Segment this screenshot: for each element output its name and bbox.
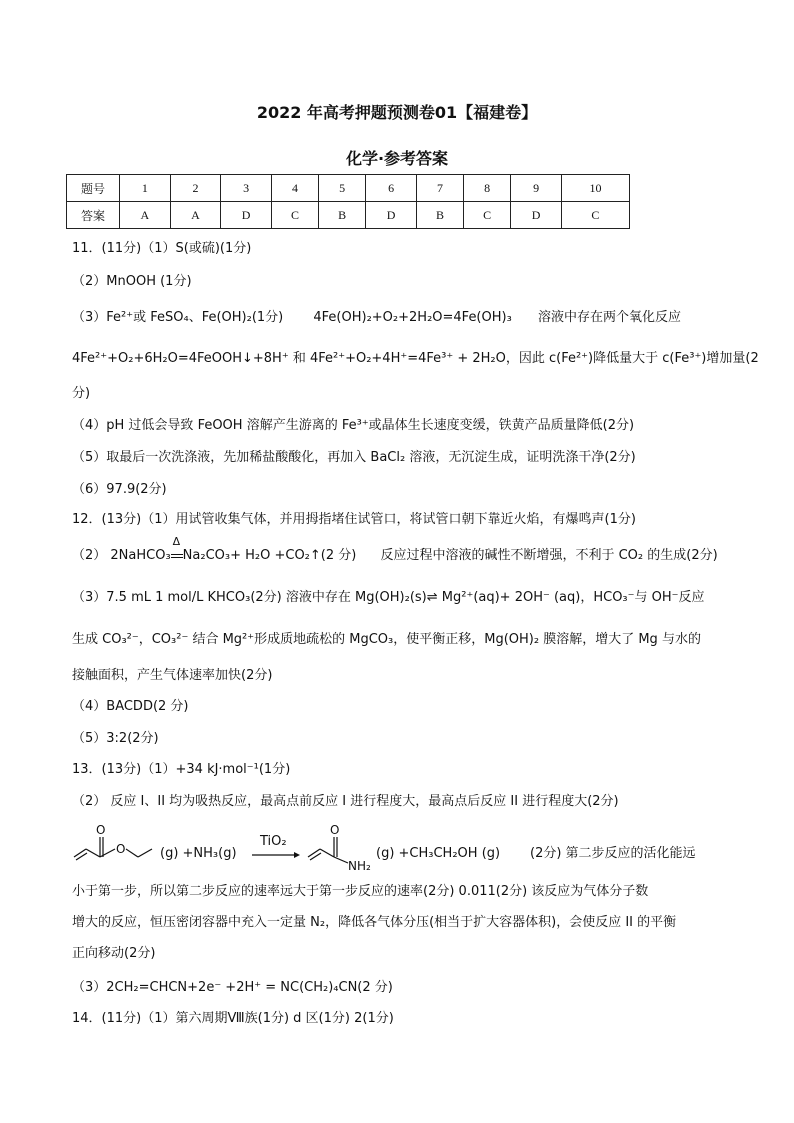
table-cell: C [561, 202, 629, 229]
table-cell: C [464, 202, 511, 229]
equation-text: (g) +NH₃(g) [160, 846, 237, 861]
table-cell: 5 [319, 175, 366, 202]
answer-line [72, 306, 681, 325]
answer-line: 13．(13分)（1）+34 kJ·mol⁻¹(1分) [72, 762, 291, 777]
arrow-head [294, 852, 300, 858]
equation-text: （2） 2NaHCO₃ [72, 548, 171, 563]
answer-line: （5）3:2(2分) [72, 731, 159, 746]
answer-line: 14．(11分)（1）第六周期Ⅷ族(1分) d 区(1分) 2(1分) [72, 1011, 394, 1026]
table-cell: 7 [416, 175, 463, 202]
answer-line: 正向移动(2分) [72, 946, 156, 961]
table-cell: D [366, 202, 417, 229]
answer-line: 生成 CO₃²⁻，CO₃²⁻ 结合 Mg²⁺形成质地疏松的 MgCO₃，使平衡正移，Mg(OH)₂ 膜溶解，增大了 Mg 与水的 [72, 632, 701, 647]
answer-line: （4）pH 过低会导致 FeOOH 溶解产生游离的 Fe³⁺或晶体生长速度变缓，铁黄产品质量降低(2分) [72, 418, 635, 433]
equals-sign [171, 554, 183, 558]
reaction-equation [72, 823, 722, 873]
acrylamide-structure [308, 837, 348, 863]
answer-line: （3）7.5 mL 1 mol/L KHCO₃(2分) 溶液中存在 Mg(OH)₂(s)⇌ Mg²⁺(aq)+ 2OH⁻ (aq)，HCO₃⁻与 OH⁻反应 [72, 590, 705, 605]
answer-line: 接触面积，产生气体速率加快(2分) [72, 668, 273, 683]
page-subtitle: 化学·参考答案 [345, 149, 449, 168]
svg-text:O: O [96, 823, 106, 837]
catalyst-label: TiO₂ [260, 834, 287, 849]
answer-table [66, 174, 630, 229]
answer-line: （4）BACDD(2 分) [72, 699, 189, 714]
table-row-answers [67, 202, 630, 229]
svg-text:O: O [330, 823, 340, 837]
table-cell: 6 [366, 175, 417, 202]
equation-text: Na₂CO₃+ H₂O +CO₂↑(2 分) [182, 548, 357, 563]
table-cell: D [221, 202, 272, 229]
amine-group-label: NH₂ [348, 859, 371, 873]
answer-text: (2分) 第二步反应的活化能远 [530, 846, 696, 861]
answer-line: 小于第一步，所以第二步反应的速率远大于第一步反应的速率(2分) 0.011(2分) 该反应为气体分子数 [72, 884, 649, 899]
equation-text: 4Fe(OH)₂+O₂+2H₂O=4Fe(OH)₃ [313, 310, 512, 325]
ethyl-acrylate-structure [74, 837, 152, 860]
answer-line: （2）MnOOH (1分) [72, 274, 192, 289]
table-cell: A [170, 202, 221, 229]
table-cell: C [271, 202, 318, 229]
table-header-answer: 答案 [67, 202, 120, 229]
answer-line: （3）2CH₂=CHCN+2e⁻ +2H⁺ = NC(CH₂)₄CN(2 分) [72, 980, 393, 995]
answer-line: 11．(11分)（1）S(或硫)(1分) [72, 241, 252, 256]
table-cell: 1 [120, 175, 171, 202]
equation-text: (g) +CH₃CH₂OH (g) [376, 846, 501, 861]
table-cell: 8 [464, 175, 511, 202]
table-row-numbers [67, 175, 630, 202]
table-cell: A [120, 202, 171, 229]
table-cell: 9 [511, 175, 562, 202]
answer-text: 溶液中存在两个氧化反应 [537, 310, 681, 325]
delta-symbol: Δ [172, 535, 181, 548]
page-title: 2022 年高考押题预测卷01【福建卷】 [256, 103, 538, 122]
svg-text:O: O [116, 842, 126, 856]
answer-line: 分) [72, 386, 91, 401]
answer-line: （6）97.9(2分) [72, 482, 167, 497]
answer-line: 增大的反应，恒压密闭容器中充入一定量 N₂，降低各气体分压(相当于扩大容器体积)，会使反应 II 的平衡 [72, 915, 677, 930]
answer-text: （3）Fe²⁺或 FeSO₄、Fe(OH)₂(1分) [72, 310, 284, 325]
table-cell: 3 [221, 175, 272, 202]
answer-line [72, 535, 718, 563]
table-cell: B [416, 202, 463, 229]
table-header-number: 题号 [67, 175, 120, 202]
table-cell: B [319, 202, 366, 229]
table-cell: 4 [271, 175, 318, 202]
table-cell: D [511, 202, 562, 229]
answer-line: 12．(13分)（1）用试管收集气体，并用拇指堵住试管口，将试管口朝下靠近火焰，有爆鸣声(1分) [72, 512, 636, 527]
answer-text: 反应过程中溶液的碱性不断增强，不利于 CO₂ 的生成(2分) [380, 548, 718, 563]
answer-line: 4Fe²⁺+O₂+6H₂O=4FeOOH↓+8H⁺ 和 4Fe²⁺+O₂+4H⁺=4Fe³⁺ + 2H₂O，因此 c(Fe²⁺)降低量大于 c(Fe³⁺)增加量(2 [72, 351, 759, 366]
table-cell: 2 [170, 175, 221, 202]
answer-line: （5）取最后一次洗涤液，先加稀盐酸酸化，再加入 BaCl₂ 溶液，无沉淀生成，证明洗涤干净(2分) [72, 450, 636, 465]
table-cell: 10 [561, 175, 629, 202]
heat-condition [171, 535, 183, 563]
answer-line: （2） 反应 I、II 均为吸热反应，最高点前反应 I 进行程度大，最高点后反应 II 进行程度大(2分) [72, 794, 619, 809]
